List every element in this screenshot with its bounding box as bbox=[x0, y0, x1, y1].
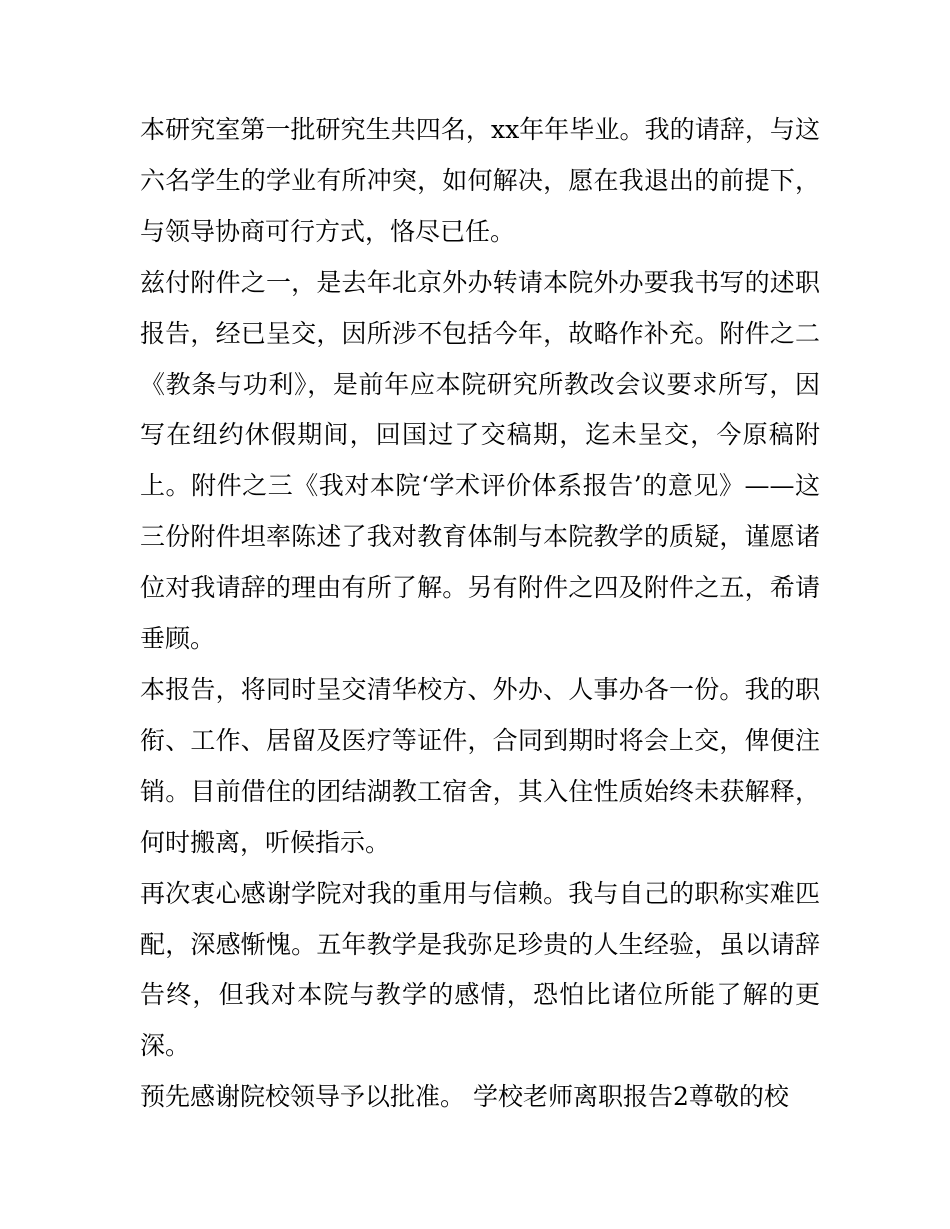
paragraph-5: 预先感谢院校领导予以批准。 学校老师离职报告2尊敬的校 bbox=[140, 1082, 789, 1112]
paragraph-3: 本报告，将同时呈交清华校方、外办、人事办各一份。我的职衔、工作、居留及医疗等证件，合同到期时将会上交，俾便注销。目前借住的团结湖教工宿舍，其入住性质始终未获解释，何时搬离，听候指示。 bbox=[140, 674, 820, 857]
paragraph-4: 再次衷心感谢学院对我的重用与信赖。我与自己的职称实难匹配，深感惭愧。五年教学是我弥足珍贵的人生经验，虽以请辞告终，但我对本院与教学的感情，恐怕比诸位所能了解的更深。 bbox=[140, 878, 820, 1061]
document-body bbox=[140, 105, 820, 1123]
paragraph-2: 兹付附件之一，是去年北京外办转请本院外办要我书写的述职报告，经已呈交，因所涉不包括今年，故略作补充。附件之二《教条与功利》，是前年应本院研究所教改会议要求所写，因写在纽约休假期间，回国过了交稿期，迄未呈交，今原稿附上。附件之三《我对本院‘学术评价体系报告’的意见》——这三份附件坦率陈述了我对教育体制与本院教学的质疑，谨愿诸位对我请辞的理由有所了解。另有附件之四及附件之五，希请垂顾。 bbox=[140, 267, 820, 654]
paragraph-1: 本研究室第一批研究生共四名，xx年年毕业。我的请辞，与这六名学生的学业有所冲突，如何解决，愿在我退出的前提下，与领导协商可行方式，恪尽已任。 bbox=[140, 115, 820, 246]
